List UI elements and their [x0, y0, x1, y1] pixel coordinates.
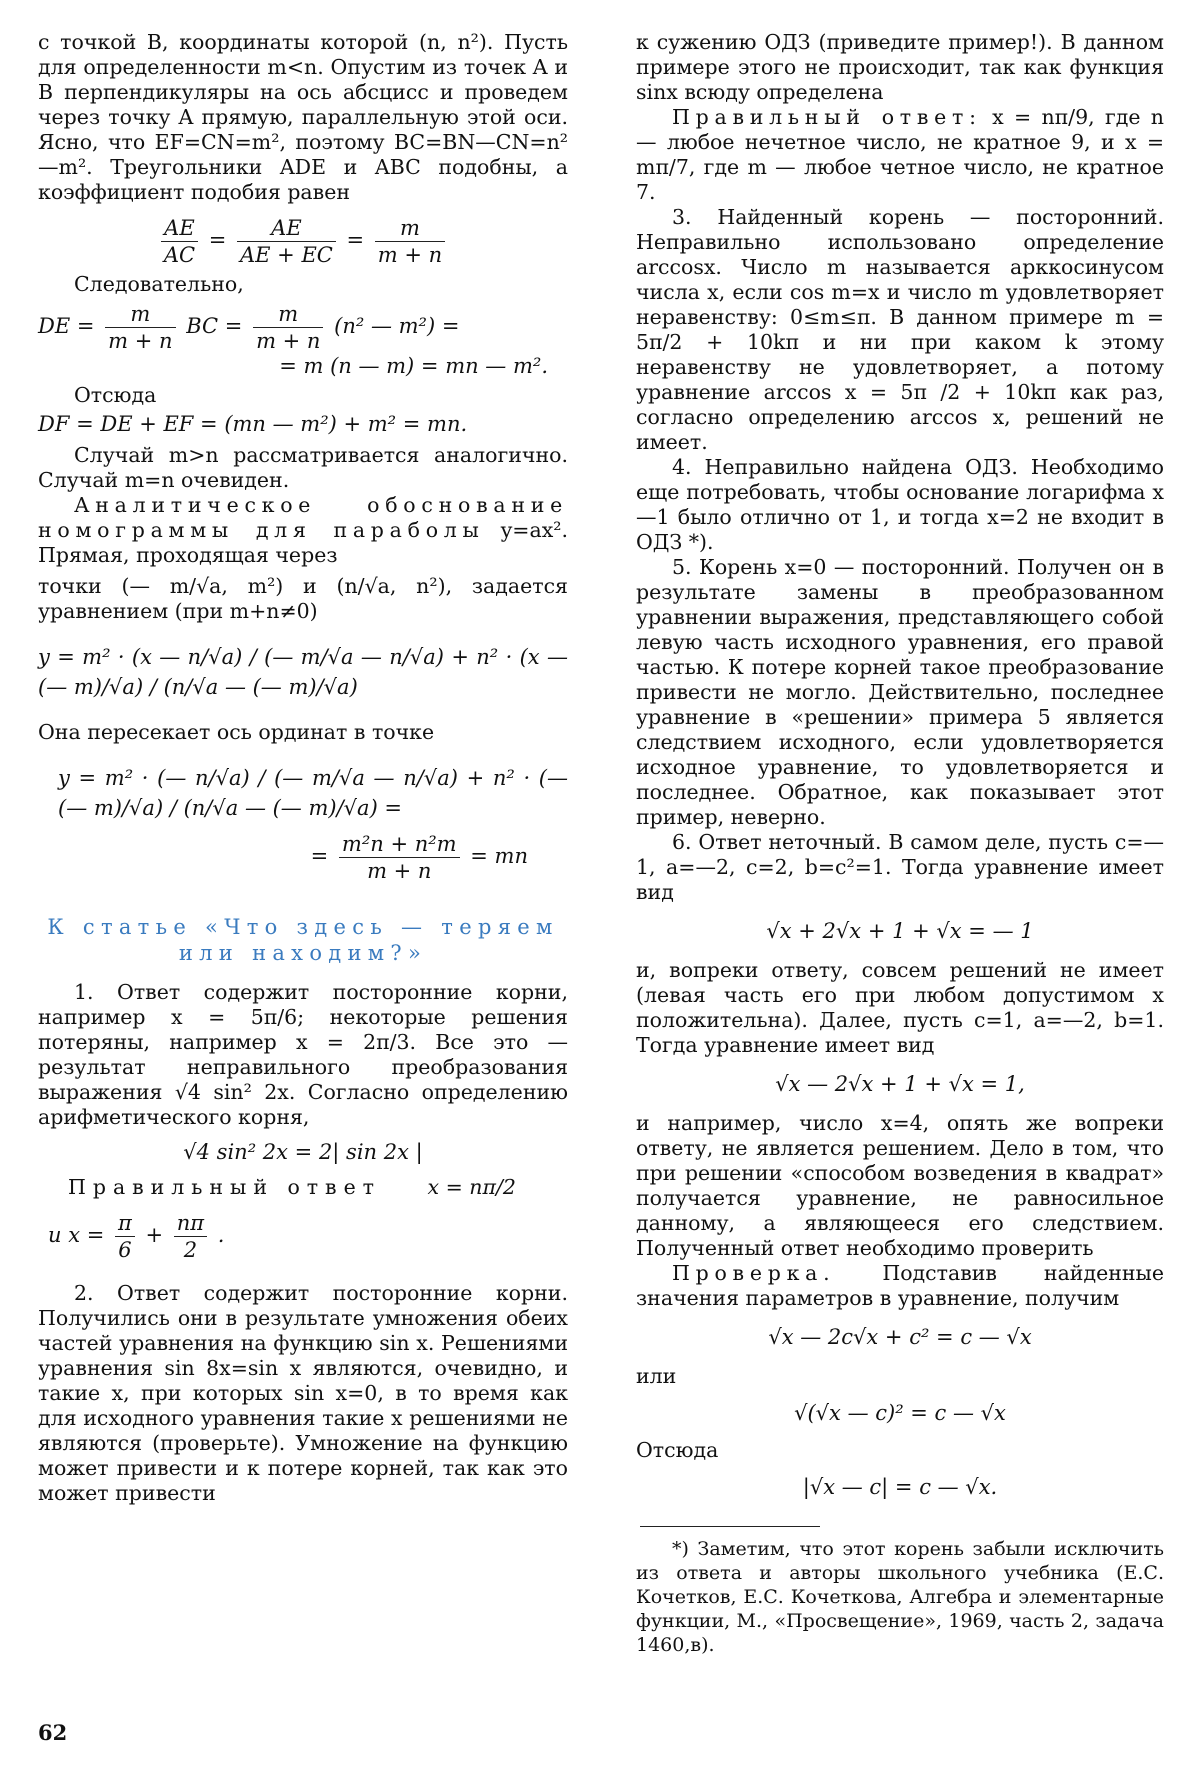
paragraph-text: Подставив найденные значения параметров в уравнение, получим: [636, 1261, 1164, 1310]
equation-de: [38, 301, 568, 379]
left-column: [38, 30, 568, 1506]
right-column: [636, 30, 1164, 1657]
frac-num: m: [105, 301, 175, 328]
spaced-text: Аналитическое обоснование номограммы для параболы: [38, 493, 568, 542]
eq-text: DE =: [38, 314, 95, 338]
paragraph: 1. Ответ содержит посторонние корни, например x = 5π/6; некоторые решения потеряны, например x = 2π/3. Все это — результат неправильного преобразования выражения √4 sin² 2x. Согласно определению арифметического корня,: [38, 980, 568, 1129]
frac-num: m: [253, 301, 323, 328]
frac-den: 6: [118, 1238, 132, 1262]
frac-den: AE + EC: [240, 243, 333, 267]
paragraph: Отсюда: [74, 383, 157, 407]
paragraph: Она пересекает ось ординат в точке: [38, 720, 435, 744]
spaced-text: Правильный ответ:: [672, 105, 982, 129]
paragraph: [636, 1261, 1164, 1311]
equation-df: DF = DE + EF = (mn — m²) + m² = mn.: [38, 412, 468, 436]
frac-den: AC: [163, 243, 196, 267]
paragraph: или: [636, 1364, 677, 1388]
eq-text: = m (n — m) = mn — m².: [279, 354, 548, 378]
paragraph: и например, число x=4, опять же вопреки ответу, не является решением. Дело в том, что при решении «способом возведения в квадрат» получается уравнение, не равносильное данному, а являющееся его следствием. Полученный ответ необходимо проверить: [636, 1111, 1164, 1260]
paragraph: 4. Неправильно найдена ОДЗ. Необходимо еще потребовать, чтобы основание логарифма x—1 было отлично от 1, и тогда x=2 не входит в ОДЗ *).: [636, 455, 1164, 554]
frac-num: m²n + n²m: [339, 831, 460, 858]
frac-num: m: [375, 215, 445, 242]
equation-similarity: $\frac{AE}{AC}$ = $\frac{AE}{AE + EC}$ = $\frac{m}{m + n}$: [38, 215, 568, 268]
paragraph: [38, 493, 568, 568]
equation: √x — 2√x + 1 + √x = 1,: [775, 1072, 1025, 1096]
paragraph: к сужению ОДЗ (приведите пример!). В данном примере этого не происходит, так как функция sinx всюду определена: [636, 30, 1164, 104]
paragraph: Следовательно,: [74, 272, 244, 296]
equation: √(√x — c)² = c — √x: [794, 1401, 1006, 1425]
paragraph: с точкой B, координаты которой (n, n²). Пусть для определенности m<n. Опустим из точек A и B перпендикуляры на ось абсцисс и проведем через точку A прямую, параллельную этой оси. Ясно, что EF=CN=m², поэтому BC=BN—CN=n²—m². Треугольники ADE и ABC подобны, а коэффициент подобия равен: [38, 30, 568, 204]
paragraph-text: x = nπ/9, где n — любое нечетное число, не кратное 9, и x = mπ/7, где m — любое четное число, не кратное 7.: [636, 105, 1164, 204]
paragraph: 6. Ответ неточный. В самом деле, пусть c=—1, a=—2, c=2, b=c²=1. Тогда уравнение имеет вид: [636, 830, 1164, 904]
eq-text: и x =: [48, 1223, 105, 1247]
frac-num: nπ: [174, 1210, 207, 1237]
equation-intercept: y = m² · (— n/√a) / (— m/√a — n/√a) + n² · (— (— m)/√a) / (n/√a — (— m)/√a) =: [58, 766, 568, 820]
equation-sqrt: √4 sin² 2x = 2| sin 2x |: [183, 1140, 423, 1164]
frac-den: m + n: [108, 329, 173, 353]
frac-num: AE: [161, 215, 198, 242]
footnote: *) Заметим, что этот корень забыли исключить из ответа и авторы школьного учебника (Е.С. Кочетков, Е.С. Кочеткова, Алгебра и элементарные функции, М., «Просвещение», 1969, часть 2, задача 1460,в).: [636, 1538, 1164, 1656]
paragraph: 5. Корень x=0 — посторонний. Получен он в результате замены в преобразованном уравнении выражения, представляющего собой левую часть исходного уравнения, его правой частью. К потере корней такое преобразование привести не могло. Действительно, последнее уравнение в «решении» примера 5 является следствием исходного, если удовлетворяется исходное уравнение, то удовлетворяется и последнее. Обратное, как показывает этот пример, неверно.: [636, 555, 1164, 829]
paragraph: [636, 105, 1164, 205]
spaced-text: Правильный ответ: [68, 1175, 381, 1199]
equation-line: y = m² · (x — n/√a) / (— m/√a — n/√a) + n² · (x — (— m)/√a) / (n/√a — (— m)/√a): [38, 645, 568, 699]
paragraph: 3. Найденный корень — посторонний. Неправильно использовано определение arccosx. Число m называется арккосинусом числа x, если cos m=x и число m удовлетворяет неравенству: 0≤m≤π. В данном примере m = 5π/2 + 10kπ и ни при каком k этому неравенству не удовлетворяет, а потому уравнение arccos x = 5π /2 + 10kπ как раз, согласно определению arccos x, решений не имеет.: [636, 205, 1164, 454]
frac-den: m + n: [377, 243, 443, 267]
page-number: 62: [38, 1720, 68, 1745]
answer-value: x = nπ/2: [427, 1175, 516, 1199]
spaced-text: Проверка.: [672, 1261, 836, 1285]
frac-den: m + n: [256, 329, 321, 353]
frac-num: π: [115, 1210, 135, 1237]
equation-result: = $\frac{\text{m²n + n²m}}{m + n}$ = mn: [310, 832, 528, 883]
eq-text: BC =: [186, 314, 243, 338]
paragraph: 2. Ответ содержит посторонние корни. Получились они в результате умножения обеих частей уравнения на функцию sin x. Решениями уравнения sin 8x=sin x являются, очевидно, и такие x, при которых sin x=0, в то время как для исходного уравнения такие x решениями не являются (проверьте). Умножение на функцию может привести и к потере корней, так как это может привести: [38, 1281, 568, 1505]
equation: √x + 2√x + 1 + √x = — 1: [766, 919, 1034, 943]
paragraph: точки (— m/√a, m²) и (n/√a, n²), задается уравнением (при m+n≠0): [38, 574, 568, 623]
paragraph: Случай m>n рассматривается аналогично. Случай m=n очевиден.: [38, 443, 568, 492]
footnote-rule: [640, 1526, 820, 1527]
answer-line: [38, 1175, 568, 1200]
section-heading: К статье «Что здесь — теряем или находим?»: [47, 915, 559, 965]
equation: |√x — c| = c — √x.: [802, 1475, 998, 1499]
frac-num: AE: [237, 215, 336, 242]
eq-text: = mn: [470, 844, 528, 868]
paragraph-text: y=ax². Прямая, проходящая через: [38, 518, 568, 567]
equation: √x — 2c√x + c² = c — √x: [768, 1325, 1032, 1349]
frac-den: 2: [183, 1238, 198, 1262]
paragraph: Отсюда: [636, 1438, 719, 1462]
paragraph: и, вопреки ответу, совсем решений не имеет (левая часть его при любом допустимом x положительна). Далее, пусть c=1, a=—2, b=1. Тогда уравнение имеет вид: [636, 958, 1164, 1057]
eq-text: (n² — m²) =: [334, 314, 460, 338]
answer-line-2: и x = $\frac{\pi}{6}$ + $\frac{n\pi}{2}$ .: [48, 1211, 225, 1262]
frac-den: m + n: [367, 859, 432, 883]
